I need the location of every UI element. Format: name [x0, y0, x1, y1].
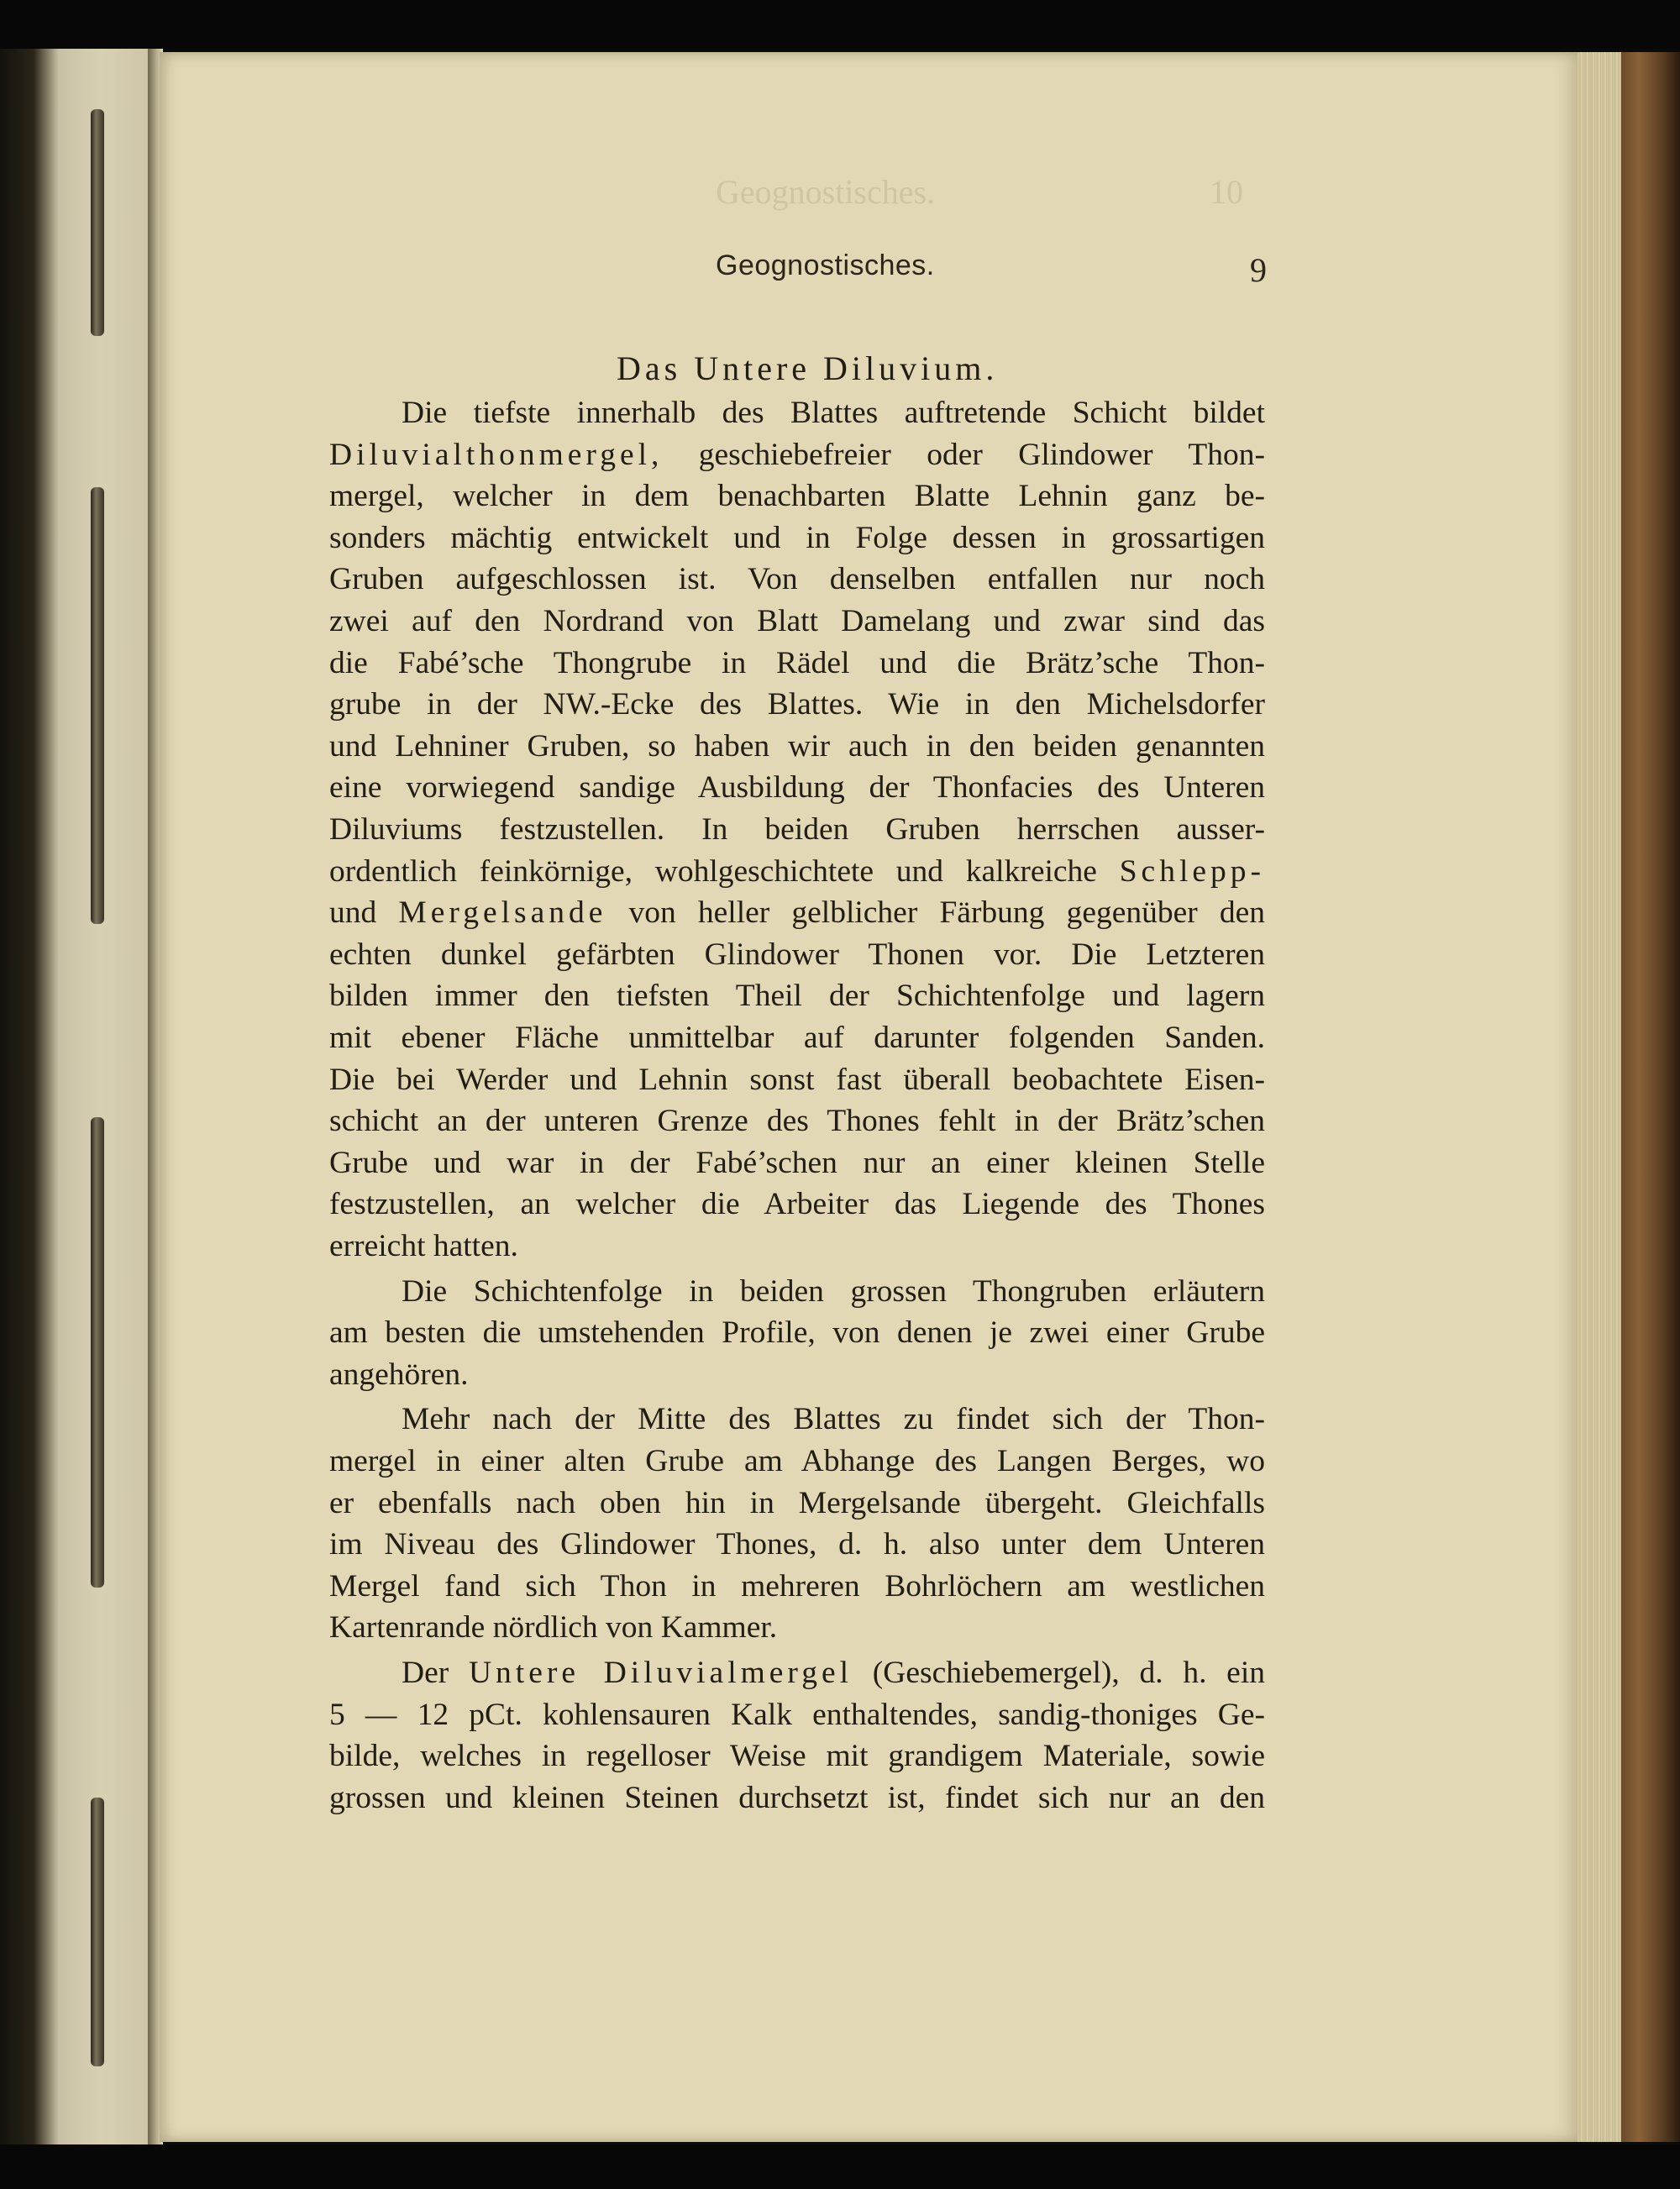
text-run: er ebenfalls nach oben hin in Mergelsande übergeht. Gleichfalls: [329, 1485, 1265, 1520]
text-run: eine vorwiegend sandige Ausbildung der Thonfacies des Unteren: [329, 770, 1265, 806]
text-line: [329, 1315, 1265, 1352]
text-run: Mehr nach der Mitte des Blattes zu findet sich der Thon-: [402, 1402, 1265, 1437]
text-run: und Lehniner Gruben, so haben wir auch in den beiden genannten: [329, 728, 1265, 764]
text-line: [329, 728, 1265, 765]
page-number: 9: [1250, 251, 1267, 289]
text-run: und: [329, 895, 399, 931]
text-line: [402, 1401, 1265, 1438]
text-line: [329, 853, 1265, 890]
text-line: [329, 1228, 1265, 1265]
text-line: [329, 645, 1265, 682]
text-run: echten dunkel gefärbten Glindower Thonen vor. Die Letzteren: [329, 937, 1265, 972]
text-run: angehören.: [329, 1357, 469, 1392]
text-run: Die bei Werder und Lehnin sonst fast überall beobachtete Eisen-: [329, 1062, 1265, 1097]
text-run: Die tiefste innerhalb des Blattes auftretende Schicht bildet: [402, 396, 1265, 430]
text-run: grossen und kleinen Steinen durchsetzt ist, findet sich nur an den: [329, 1780, 1265, 1815]
text-run: Gruben aufgeschlossen ist. Von denselben entfallen nur noch: [329, 562, 1265, 597]
text-run: die Fabé’sche Thongrube in Rädel und die Brätz’sche Thon-: [329, 645, 1265, 680]
text-line: [329, 520, 1265, 557]
binding-stitch: [91, 487, 104, 924]
text-run: am besten die umstehenden Profile, von denen je zwei einer Grube: [329, 1315, 1265, 1351]
text-line: [329, 978, 1265, 1015]
spaced-term: Schlepp-: [1119, 853, 1265, 889]
text-line: [329, 1145, 1265, 1182]
bleed-through-header: Geognostisches.: [716, 173, 936, 211]
text-run: mergel, welcher in dem benachbarten Blatte Lehnin ganz be-: [329, 479, 1265, 514]
text-run: geschiebefreier oder Glindower Thon-: [663, 437, 1265, 472]
running-header: Geognostisches.: [716, 249, 935, 281]
text-line: [329, 937, 1265, 974]
text-line: [329, 1357, 1265, 1394]
text-run: Die Schichtenfolge in beiden grossen Thongruben erläutern: [402, 1273, 1265, 1309]
text-run: 5 — 12 pCt. kohlensauren Kalk enthaltendes, sandig-thoniges Ge-: [329, 1697, 1265, 1732]
text-run: schicht an der unteren Grenze des Thones fehlt in der Brätz’schen: [329, 1104, 1265, 1139]
text-line: [329, 1443, 1265, 1480]
text-line: [402, 395, 1265, 432]
text-line: [329, 1697, 1265, 1734]
book-binding: [0, 49, 153, 2144]
text-run: sonders mächtig entwickelt und in Folge dessen in grossartigen: [329, 520, 1265, 555]
text-line: [329, 1568, 1265, 1605]
binding-stitch: [91, 1798, 104, 2066]
section-title: Das Untere Diluvium.: [617, 349, 999, 387]
text-line: [329, 686, 1265, 723]
binding-stitch: [91, 1117, 104, 1588]
text-line: [329, 1103, 1265, 1140]
text-run: mergel in einer alten Grube am Abhange des Langen Berges, wo: [329, 1444, 1265, 1478]
binding-stitch: [91, 109, 104, 336]
text-line: [329, 811, 1265, 848]
text-line: [329, 769, 1265, 806]
text-run: im Niveau des Glindower Thones, d. h. also unter dem Unteren: [329, 1527, 1265, 1562]
text-line: [329, 561, 1265, 598]
text-line: [329, 1485, 1265, 1522]
text-run: (Geschiebemergel), d. h. ein: [853, 1656, 1265, 1690]
text-line: [402, 1655, 1265, 1692]
text-run: ordentlich feinkörnige, wohlgeschichtete und kalkreiche: [329, 853, 1120, 889]
text-line: [329, 603, 1265, 640]
text-line: [329, 1186, 1265, 1223]
text-line: [329, 1062, 1265, 1099]
spaced-term: Diluvialthonmergel,: [329, 437, 664, 472]
page-edges: [1578, 52, 1621, 2142]
text-run: Der: [402, 1656, 469, 1690]
spaced-term: Untere Diluvialmergel: [468, 1656, 853, 1690]
text-run: grube in der NW.-Ecke des Blattes. Wie in den Michelsdorfer: [329, 687, 1265, 722]
text-run: Kartenrande nördlich von Kammer.: [329, 1610, 778, 1646]
text-run: Grube und war in der Fabé’schen nur an einer kleinen Stelle: [329, 1145, 1265, 1180]
bleed-through-page-number: 10: [1210, 173, 1243, 211]
text-line: [329, 895, 1265, 932]
text-line: [329, 1526, 1265, 1563]
text-line: [329, 1020, 1265, 1057]
text-run: Diluviums festzustellen. In beiden Gruben herrschen ausser-: [329, 812, 1265, 847]
text-line: [329, 1780, 1265, 1817]
text-run: festzustellen, an welcher die Arbeiter das Liegende des Thones: [329, 1187, 1265, 1222]
text-run: Mergel fand sich Thon in mehreren Bohrlöchern am westlichen: [329, 1568, 1265, 1604]
text-line: [402, 1273, 1265, 1310]
spaced-term: Mergelsande: [398, 895, 607, 931]
text-run: bilde, welches in regelloser Weise mit grandigem Materiale, sowie: [329, 1739, 1265, 1774]
book-cover-edge: [1621, 52, 1680, 2142]
text-line: [329, 437, 1265, 474]
text-run: erreicht hatten.: [329, 1229, 518, 1263]
text-line: [329, 1738, 1265, 1775]
text-run: mit ebener Fläche unmittelbar auf darunter folgenden Sanden.: [329, 1021, 1265, 1055]
text-run: zwei auf den Nordrand von Blatt Damelang und zwar sind das: [329, 604, 1265, 638]
text-line: [329, 478, 1265, 515]
text-run: von heller gelblicher Färbung gegenüber den: [606, 895, 1266, 931]
text-line: [329, 1609, 1265, 1646]
text-run: bilden immer den tiefsten Theil der Schichtenfolge und lagern: [329, 979, 1265, 1014]
